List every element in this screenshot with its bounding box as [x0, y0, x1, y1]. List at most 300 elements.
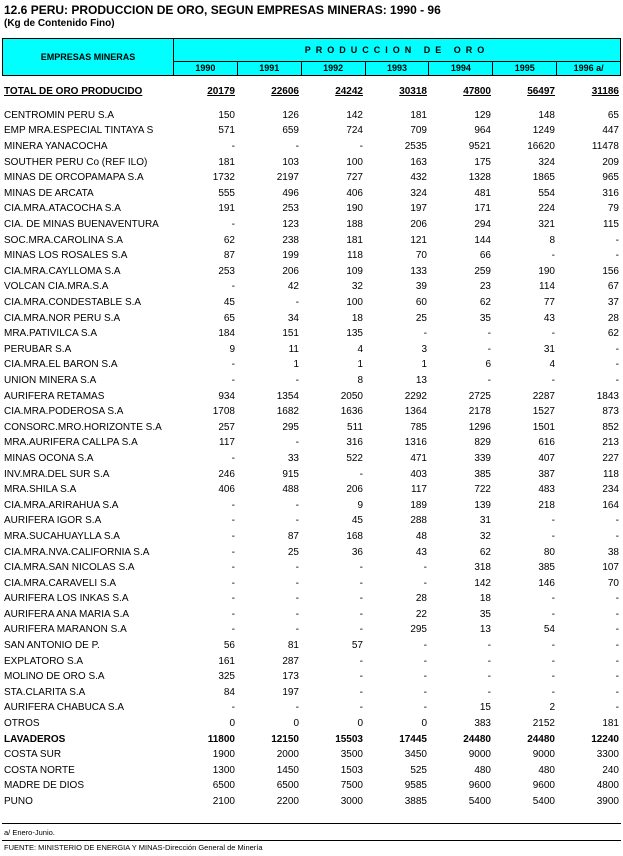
value-cell: 471 — [410, 452, 427, 464]
value-cell: 28 — [607, 312, 619, 324]
value-cell: 11800 — [207, 733, 235, 745]
value-cell: 1900 — [212, 749, 235, 761]
value-cell: - — [359, 702, 363, 714]
value-cell: 151 — [282, 328, 299, 340]
value-cell: 9521 — [468, 141, 491, 153]
value-cell: 206 — [282, 265, 299, 277]
table-bottom-rule — [2, 823, 621, 824]
value-cell: 34 — [287, 312, 299, 324]
value-cell: 25 — [287, 546, 299, 558]
row-label: COSTA SUR — [4, 749, 62, 761]
value-cell: 31186 — [591, 86, 619, 98]
value-cell: 9600 — [468, 780, 491, 792]
company-row — [2, 123, 621, 139]
value-cell: 20179 — [207, 86, 235, 98]
value-cell: 45 — [351, 515, 363, 527]
row-label: SAN ANTONIO DE P. — [4, 640, 100, 652]
value-cell: 1300 — [212, 764, 235, 776]
row-label: INV.MRA.DEL SUR S.A — [4, 468, 110, 480]
row-label: LAVADEROS — [4, 733, 66, 745]
value-cell: 555 — [218, 187, 235, 199]
value-cell: 87 — [287, 530, 299, 542]
value-cell: - — [231, 374, 235, 386]
company-row — [2, 248, 621, 264]
value-cell: 496 — [282, 187, 299, 199]
company-row — [2, 419, 621, 435]
year-header: 1992 — [302, 62, 366, 75]
company-row — [2, 716, 621, 732]
value-cell: - — [423, 577, 427, 589]
value-cell: - — [359, 141, 363, 153]
year-header-row — [174, 62, 620, 75]
value-cell: - — [359, 686, 363, 698]
value-cell: 295 — [410, 624, 427, 636]
value-cell: 163 — [410, 156, 427, 168]
value-cell: 447 — [602, 125, 619, 137]
value-cell: 39 — [415, 281, 427, 293]
row-label: MINAS OCONA S.A — [4, 452, 94, 464]
value-cell: 8 — [357, 374, 363, 386]
value-cell: - — [423, 655, 427, 667]
value-cell: 67 — [607, 281, 619, 293]
value-cell: 9 — [229, 343, 235, 355]
value-cell: 56497 — [527, 86, 555, 98]
value-cell: 406 — [218, 484, 235, 496]
row-label: MINAS DE ARCATA — [4, 187, 94, 199]
value-cell: - — [423, 328, 427, 340]
value-cell: - — [295, 499, 299, 511]
value-cell: - — [487, 671, 491, 683]
value-cell: - — [359, 577, 363, 589]
value-cell: 2152 — [532, 718, 555, 730]
value-cell: - — [359, 671, 363, 683]
value-cell: 0 — [357, 718, 363, 730]
company-row — [2, 700, 621, 716]
company-row — [2, 232, 621, 248]
value-cell: 12150 — [271, 733, 299, 745]
value-cell: 135 — [346, 328, 363, 340]
value-cell: - — [551, 686, 555, 698]
value-cell: 234 — [602, 484, 619, 496]
value-cell: 16620 — [527, 141, 555, 153]
value-cell: 1 — [293, 359, 299, 371]
value-cell: - — [231, 499, 235, 511]
row-label: MINAS DE ORCOPAMAPA S.A — [4, 172, 144, 184]
value-cell: 7500 — [340, 780, 363, 792]
company-row — [2, 264, 621, 280]
value-cell: 47800 — [463, 86, 491, 98]
value-cell: 385 — [538, 562, 555, 574]
value-cell: 1708 — [212, 406, 235, 418]
value-cell: 171 — [474, 203, 491, 215]
value-cell: 22 — [415, 608, 427, 620]
value-cell: 3500 — [340, 749, 363, 761]
value-cell: 385 — [474, 468, 491, 480]
row-label: CENTROMIN PERU S.A — [4, 109, 115, 121]
row-label: CIA.MRA.NOR PERU S.A — [4, 312, 121, 324]
row-label: AURIFERA RETAMAS — [4, 390, 105, 402]
value-cell: 17445 — [399, 733, 427, 745]
year-header: 1995 — [493, 62, 557, 75]
source-note: FUENTE: MINISTERIO DE ENERGIA Y MINAS-Dirección General de Minería — [4, 843, 263, 852]
value-cell: 80 — [543, 546, 555, 558]
value-cell: - — [487, 374, 491, 386]
company-row — [2, 279, 621, 295]
value-cell: 6500 — [212, 780, 235, 792]
company-row — [2, 295, 621, 311]
value-cell: - — [487, 343, 491, 355]
company-row — [2, 653, 621, 669]
value-cell: 206 — [346, 484, 363, 496]
value-cell: - — [615, 374, 619, 386]
value-cell: - — [231, 141, 235, 153]
value-cell: - — [615, 702, 619, 714]
value-cell: 37 — [607, 297, 619, 309]
value-cell: - — [359, 608, 363, 620]
year-header: 1994 — [429, 62, 493, 75]
value-cell: 45 — [223, 297, 235, 309]
value-cell: 197 — [282, 686, 299, 698]
value-cell: 139 — [474, 499, 491, 511]
company-row — [2, 435, 621, 451]
value-cell: 0 — [229, 718, 235, 730]
value-cell: 142 — [474, 577, 491, 589]
value-cell: - — [551, 671, 555, 683]
row-label: PERUBAR S.A — [4, 343, 72, 355]
value-cell: 1316 — [404, 437, 427, 449]
value-cell: 407 — [538, 452, 555, 464]
value-cell: 175 — [474, 156, 491, 168]
value-cell: 13 — [415, 374, 427, 386]
company-row — [2, 310, 621, 326]
company-row — [2, 170, 621, 186]
company-row — [2, 154, 621, 170]
value-cell: - — [231, 608, 235, 620]
value-cell: 9000 — [468, 749, 491, 761]
value-cell: 173 — [282, 671, 299, 683]
value-cell: 316 — [346, 437, 363, 449]
company-row — [2, 513, 621, 529]
value-cell: 3300 — [596, 749, 619, 761]
row-label: CIA.MRA.EL BARON S.A — [4, 359, 118, 371]
value-cell: 934 — [218, 390, 235, 402]
value-cell: 70 — [415, 250, 427, 262]
value-cell: 56 — [223, 640, 235, 652]
value-cell: - — [295, 562, 299, 574]
value-cell: - — [615, 655, 619, 667]
value-cell: - — [295, 608, 299, 620]
value-cell: 22606 — [271, 86, 299, 98]
value-cell: 480 — [538, 764, 555, 776]
row-label: MRA.PATIVILCA S.A — [4, 328, 97, 340]
value-cell: 190 — [538, 265, 555, 277]
value-cell: 2178 — [468, 406, 491, 418]
company-row — [2, 544, 621, 560]
value-cell: - — [615, 640, 619, 652]
value-cell: 191 — [218, 203, 235, 215]
row-label: CIA. DE MINAS BUENAVENTURA — [4, 219, 159, 231]
company-row — [2, 404, 621, 420]
value-cell: - — [615, 515, 619, 527]
value-cell: 1328 — [468, 172, 491, 184]
table-header — [2, 38, 621, 76]
value-cell: 32 — [479, 530, 491, 542]
row-label: CIA.MRA.SAN NICOLAS S.A — [4, 562, 135, 574]
row-label: AURIFERA LOS INKAS S.A — [4, 593, 129, 605]
row-label: STA.CLARITA S.A — [4, 686, 86, 698]
value-cell: 11478 — [591, 141, 619, 153]
value-cell: - — [359, 624, 363, 636]
spacer — [2, 100, 621, 108]
value-cell: - — [487, 328, 491, 340]
row-label: MADRE DE DIOS — [4, 780, 85, 792]
value-cell: 218 — [538, 499, 555, 511]
value-cell: - — [295, 297, 299, 309]
value-cell: 253 — [282, 203, 299, 215]
value-cell: 257 — [218, 421, 235, 433]
value-cell: 2535 — [404, 141, 427, 153]
value-cell: 189 — [410, 499, 427, 511]
production-column-header: PRODUCCION DE ORO — [174, 39, 620, 62]
value-cell: 387 — [538, 468, 555, 480]
value-cell: - — [231, 577, 235, 589]
value-cell: - — [551, 374, 555, 386]
value-cell: 77 — [543, 297, 555, 309]
company-row — [2, 575, 621, 591]
value-cell: - — [487, 655, 491, 667]
value-cell: 785 — [410, 421, 427, 433]
value-cell: 79 — [607, 203, 619, 215]
company-row — [2, 466, 621, 482]
value-cell: - — [423, 702, 427, 714]
value-cell: 48 — [415, 530, 427, 542]
value-cell: - — [231, 359, 235, 371]
source-rule — [2, 840, 621, 841]
value-cell: 554 — [538, 187, 555, 199]
row-label: OTROS — [4, 718, 40, 730]
value-cell: 571 — [218, 125, 235, 137]
lavaderos-row — [2, 731, 621, 747]
value-cell: - — [615, 624, 619, 636]
value-cell: 107 — [602, 562, 619, 574]
value-cell: - — [231, 546, 235, 558]
value-cell: 9 — [357, 499, 363, 511]
value-cell: 295 — [282, 421, 299, 433]
value-cell: 11 — [288, 343, 299, 355]
value-cell: 873 — [602, 406, 619, 418]
value-cell: 339 — [474, 452, 491, 464]
value-cell: - — [423, 671, 427, 683]
value-cell: - — [615, 671, 619, 683]
value-cell: 965 — [602, 172, 619, 184]
row-label: SOUTHER PERU Co (REF ILO) — [4, 156, 148, 168]
value-cell: 5400 — [532, 796, 555, 808]
value-cell: 406 — [346, 187, 363, 199]
value-cell: - — [231, 515, 235, 527]
value-cell: 65 — [223, 312, 235, 324]
value-cell: 31 — [479, 515, 491, 527]
value-cell: 1636 — [340, 406, 363, 418]
value-cell: 32 — [351, 281, 363, 293]
value-cell: 525 — [410, 764, 427, 776]
value-cell: - — [231, 219, 235, 231]
value-cell: 142 — [346, 109, 363, 121]
value-cell: - — [551, 655, 555, 667]
value-cell: 616 — [538, 437, 555, 449]
value-cell: 0 — [293, 718, 299, 730]
year-header: 1990 — [174, 62, 238, 75]
value-cell: 321 — [538, 219, 555, 231]
value-cell: 100 — [346, 156, 363, 168]
value-cell: 6 — [485, 359, 491, 371]
row-label: COSTA NORTE — [4, 764, 75, 776]
value-cell: 3000 — [340, 796, 363, 808]
value-cell: - — [359, 593, 363, 605]
value-cell: 964 — [474, 125, 491, 137]
row-label: CONSORC.MRO.HORIZONTE S.A — [4, 421, 162, 433]
value-cell: - — [487, 640, 491, 652]
company-row — [2, 560, 621, 576]
value-cell: 1249 — [532, 125, 555, 137]
value-cell: 259 — [474, 265, 491, 277]
row-label: CIA.MRA.PODEROSA S.A — [4, 406, 124, 418]
value-cell: 118 — [603, 468, 619, 480]
value-cell: 23 — [479, 281, 491, 293]
value-cell: 133 — [410, 265, 427, 277]
value-cell: 522 — [346, 452, 363, 464]
value-cell: 246 — [218, 468, 235, 480]
total-row — [2, 84, 621, 100]
value-cell: 1503 — [340, 764, 363, 776]
company-row — [2, 139, 621, 155]
company-row — [2, 669, 621, 685]
value-cell: 62 — [479, 546, 491, 558]
value-cell: 5400 — [468, 796, 491, 808]
value-cell: 432 — [410, 172, 427, 184]
value-cell: - — [231, 562, 235, 574]
value-cell: 62 — [479, 297, 491, 309]
value-cell: 227 — [602, 452, 619, 464]
value-cell: - — [295, 437, 299, 449]
row-label: CIA.MRA.NVA.CALIFORNIA S.A — [4, 546, 150, 558]
value-cell: 57 — [351, 640, 363, 652]
value-cell: 117 — [411, 484, 427, 496]
company-row — [2, 373, 621, 389]
row-label: MOLINO DE ORO S.A — [4, 671, 105, 683]
value-cell: - — [295, 577, 299, 589]
value-cell: - — [423, 640, 427, 652]
value-cell: - — [423, 686, 427, 698]
company-row — [2, 388, 621, 404]
value-cell: - — [231, 281, 235, 293]
value-cell: 42 — [287, 281, 299, 293]
value-cell: 2200 — [276, 796, 299, 808]
company-row — [2, 186, 621, 202]
company-row — [2, 357, 621, 373]
value-cell: - — [359, 562, 363, 574]
value-cell: 148 — [538, 109, 555, 121]
value-cell: 1843 — [596, 390, 619, 402]
year-header: 1993 — [366, 62, 430, 75]
value-cell: 253 — [218, 265, 235, 277]
row-label: VOLCAN CIA.MRA.S.A — [4, 281, 109, 293]
value-cell: 209 — [602, 156, 619, 168]
company-row — [2, 451, 621, 467]
value-cell: 28 — [415, 593, 427, 605]
value-cell: 4 — [357, 343, 363, 355]
value-cell: 2287 — [532, 390, 555, 402]
value-cell: - — [551, 515, 555, 527]
value-cell: - — [551, 608, 555, 620]
value-cell: - — [615, 593, 619, 605]
value-cell: - — [231, 530, 235, 542]
page-subtitle: (Kg de Contenido Fino) — [4, 18, 115, 29]
footnote: a/ Enero-Junio. — [4, 828, 55, 837]
value-cell: 288 — [410, 515, 427, 527]
region-row — [2, 778, 621, 794]
value-cell: 318 — [474, 562, 491, 574]
value-cell: - — [551, 530, 555, 542]
value-cell: 144 — [474, 234, 491, 246]
value-cell: - — [487, 686, 491, 698]
value-cell: 240 — [602, 764, 619, 776]
value-cell: 18 — [479, 593, 491, 605]
value-cell: 2292 — [404, 390, 427, 402]
value-cell: - — [615, 234, 619, 246]
row-label: CIA.MRA.CONDESTABLE S.A — [4, 297, 142, 309]
value-cell: 60 — [415, 297, 427, 309]
value-cell: 35 — [479, 312, 491, 324]
value-cell: 213 — [602, 437, 619, 449]
row-label: AURIFERA CHABUCA S.A — [4, 702, 125, 714]
value-cell: 190 — [346, 203, 363, 215]
value-cell: 12240 — [591, 733, 619, 745]
table-body — [2, 84, 621, 809]
value-cell: 87 — [223, 250, 235, 262]
row-label: AURIFERA IGOR S.A — [4, 515, 102, 527]
value-cell: 1364 — [404, 406, 427, 418]
value-cell: 9000 — [532, 749, 555, 761]
value-cell: 114 — [539, 281, 555, 293]
value-cell: 24480 — [527, 733, 555, 745]
value-cell: 146 — [538, 577, 555, 589]
value-cell: 1527 — [532, 406, 555, 418]
value-cell: 13 — [479, 624, 491, 636]
row-label: CIA.MRA.ARIRAHUA S.A — [4, 499, 119, 511]
company-row — [2, 591, 621, 607]
value-cell: 4 — [549, 359, 555, 371]
value-cell: 168 — [346, 530, 363, 542]
value-cell: 722 — [474, 484, 491, 496]
value-cell: 161 — [218, 655, 235, 667]
value-cell: 81 — [287, 640, 299, 652]
value-cell: 2725 — [468, 390, 491, 402]
value-cell: 403 — [410, 468, 427, 480]
value-cell: 0 — [421, 718, 427, 730]
value-cell: - — [359, 468, 363, 480]
value-cell: 38 — [607, 546, 619, 558]
year-header: 1991 — [238, 62, 302, 75]
value-cell: 724 — [346, 125, 363, 137]
company-row — [2, 622, 621, 638]
value-cell: 325 — [218, 671, 235, 683]
value-cell: - — [295, 702, 299, 714]
value-cell: 188 — [346, 219, 363, 231]
row-label: CIA.MRA.CAYLLOMA S.A — [4, 265, 121, 277]
value-cell: 915 — [282, 468, 299, 480]
value-cell: 31 — [543, 343, 555, 355]
value-cell: - — [551, 328, 555, 340]
